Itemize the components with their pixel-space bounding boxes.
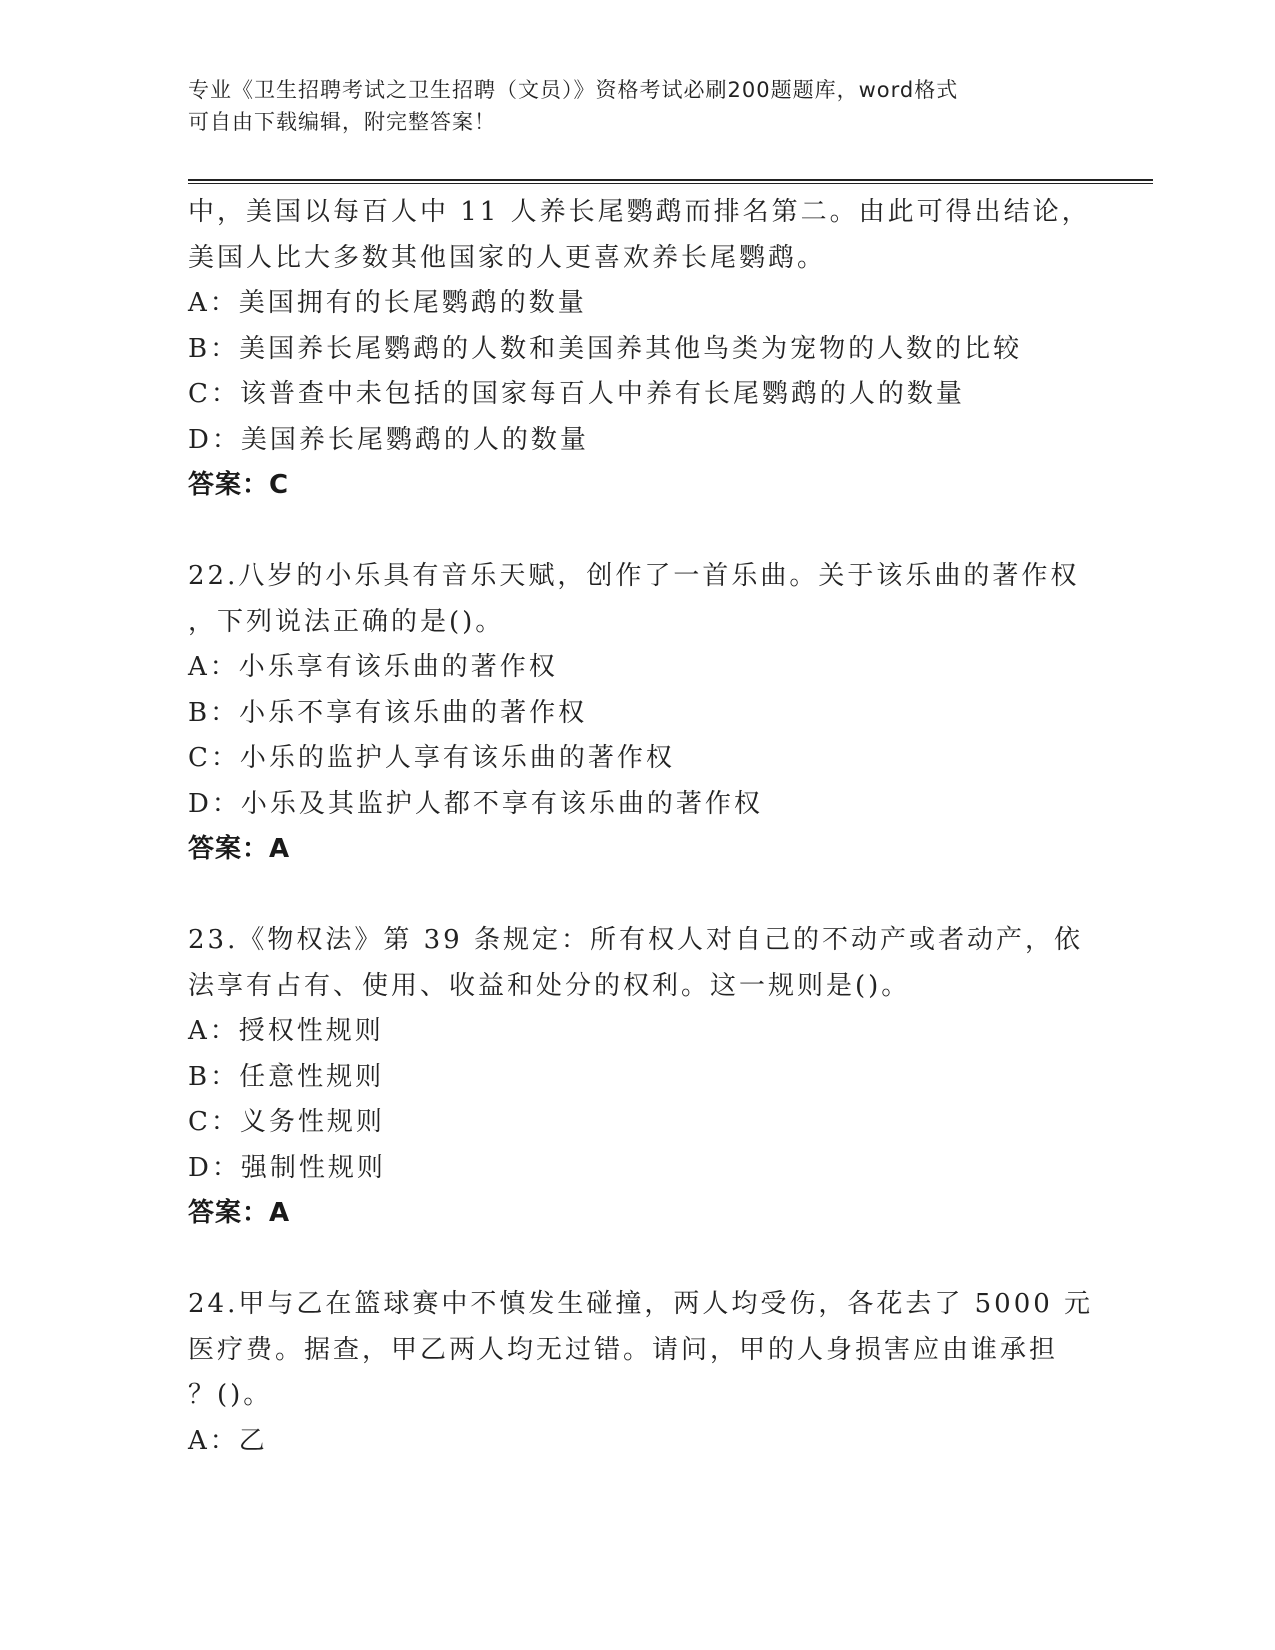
option-a: A：美国拥有的长尾鹦鹉的数量 (188, 288, 587, 318)
answer-label: 答案：A (188, 1198, 291, 1228)
option-d: D：强制性规则 (188, 1152, 386, 1183)
question-spacer (188, 873, 1118, 919)
header-divider-thick (188, 179, 1153, 181)
question-stem-line: 美国人比大多数其他国家的人更喜欢养长尾鹦鹉。 (188, 242, 827, 273)
question-spacer (188, 1237, 1118, 1283)
option-b: B：美国养长尾鹦鹉的人数和美国养其他鸟类为宠物的人数的比较 (188, 333, 1023, 364)
option-a: A：小乐享有该乐曲的著作权 (188, 652, 558, 682)
option-c: C：该普查中未包括的国家每百人中养有长尾鹦鹉的人的数量 (188, 379, 965, 409)
option-a: A：授权性规则 (188, 1016, 384, 1046)
header-title-line-1: 专业《卫生招聘考试之卫生招聘（文员）》资格考试必刷200题题库，word格式 (188, 78, 959, 102)
question-23 (188, 918, 1118, 1237)
question-stem-line: 法享有占有、使用、收益和处分的权利。这一规则是()。 (188, 970, 911, 1001)
option-a: A：乙 (188, 1425, 268, 1456)
option-c: C：义务性规则 (188, 1107, 385, 1137)
option-d: D：美国养长尾鹦鹉的人的数量 (188, 424, 589, 455)
question-stem-line: 中，美国以每百人中 11 人养长尾鹦鹉而排名第二。由此可得出结论， (188, 197, 1091, 227)
option-c: C：小乐的监护人享有该乐曲的著作权 (188, 743, 675, 773)
question-spacer (188, 509, 1118, 555)
header-divider-thin (188, 183, 1153, 184)
question-24 (188, 1282, 1118, 1464)
header-title-line-2: 可自由下载编辑，附完整答案！ (188, 110, 496, 134)
question-stem-line: 24.甲与乙在篮球赛中不慎发生碰撞，两人均受伤，各花去了 5000 元 (188, 1289, 1094, 1319)
document-header (188, 74, 1088, 138)
option-d: D：小乐及其监护人都不享有该乐曲的著作权 (188, 788, 763, 819)
question-stem-line: 23.《物权法》第 39 条规定：所有权人对自己的不动产或者动产，依 (188, 925, 1083, 955)
option-b: B：小乐不享有该乐曲的著作权 (188, 697, 588, 728)
question-stem-line: 22.八岁的小乐具有音乐天赋，创作了一首乐曲。关于该乐曲的著作权 (188, 561, 1080, 591)
question-stem-line: ，下列说法正确的是()。 (188, 606, 505, 637)
question-body (188, 190, 1118, 1464)
answer-label: 答案：A (188, 834, 291, 864)
question-stem-line: 医疗费。据查，甲乙两人均无过错。请问，甲的人身损害应由谁承担 (188, 1334, 1059, 1365)
question-stem-line: ？()。 (188, 1380, 273, 1410)
question-22 (188, 554, 1118, 873)
answer-label: 答案：C (188, 470, 290, 500)
question-21 (188, 190, 1118, 509)
option-b: B：任意性规则 (188, 1061, 385, 1092)
